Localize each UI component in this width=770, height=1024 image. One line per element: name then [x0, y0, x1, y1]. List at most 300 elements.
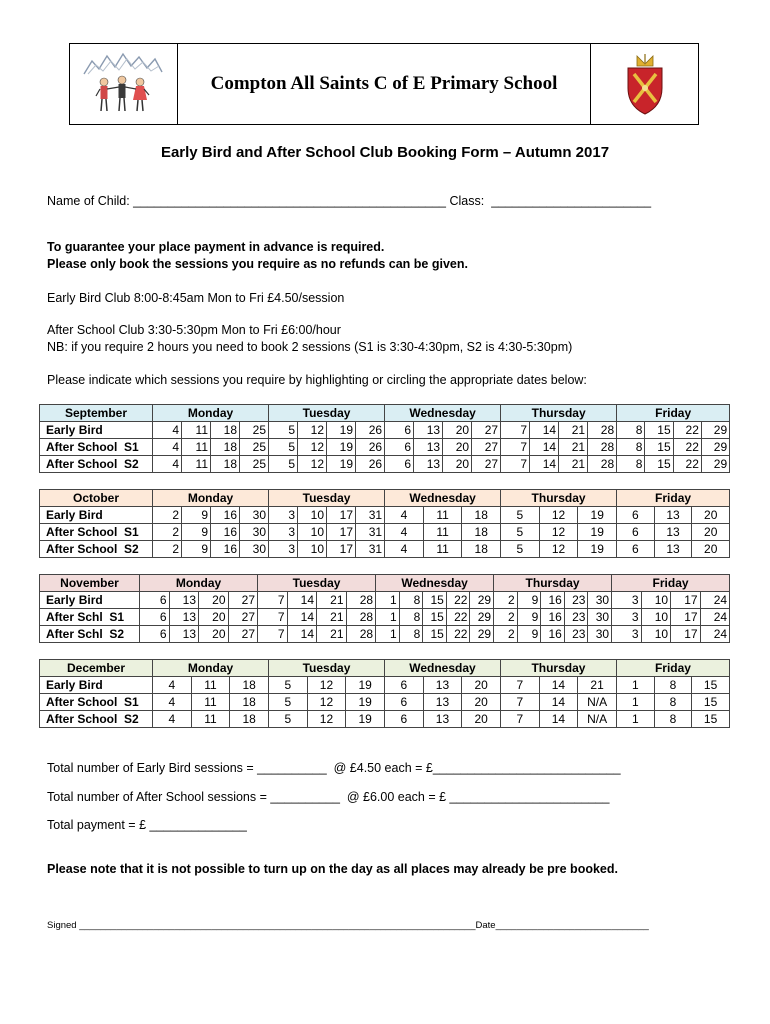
total-payment[interactable]: Total payment = £ ______________: [47, 818, 247, 832]
date-cell[interactable]: 17: [671, 626, 701, 643]
date-cell[interactable]: 7: [501, 456, 530, 473]
september-table: [39, 404, 730, 473]
day-header-friday: Friday: [612, 575, 730, 592]
date-cell[interactable]: 28: [346, 626, 376, 643]
date-cell[interactable]: 4: [385, 507, 424, 524]
date-cell[interactable]: 27: [472, 422, 501, 439]
day-header-friday: Friday: [616, 660, 729, 677]
date-cell[interactable]: 22: [446, 609, 470, 626]
date-cell[interactable]: 7: [500, 694, 539, 711]
date-cell[interactable]: 14: [287, 609, 317, 626]
date-cell[interactable]: 8: [399, 592, 423, 609]
day-header-thursday: Thursday: [501, 405, 617, 422]
date-cell[interactable]: 23: [564, 626, 588, 643]
date-cell[interactable]: 7: [500, 711, 539, 728]
date-cell[interactable]: 7: [258, 609, 288, 626]
date-cell[interactable]: 5: [269, 439, 298, 456]
session-label: After School S1: [40, 524, 153, 541]
school-name: Compton All Saints C of E Primary School: [210, 73, 558, 94]
table-row: [40, 507, 730, 524]
date-cell[interactable]: 14: [539, 694, 578, 711]
session-label: Early Bird: [40, 422, 153, 439]
date-cell[interactable]: 11: [191, 694, 230, 711]
date-cell[interactable]: 11: [182, 456, 211, 473]
date-cell[interactable]: 3: [612, 626, 642, 643]
date-cell[interactable]: 23: [564, 609, 588, 626]
session-label: After School S1: [40, 439, 153, 456]
date-cell[interactable]: 7: [258, 626, 288, 643]
date-cell[interactable]: 11: [423, 507, 462, 524]
day-header-monday: Monday: [153, 490, 269, 507]
date-cell[interactable]: 6: [385, 456, 414, 473]
table-row: [40, 592, 730, 609]
date-cell[interactable]: 5: [501, 507, 540, 524]
date-cell[interactable]: 1: [376, 609, 400, 626]
date-cell[interactable]: 8: [654, 677, 692, 694]
date-cell[interactable]: 15: [645, 456, 673, 473]
date-cell[interactable]: 15: [645, 439, 673, 456]
notice-line-1: To guarantee your place payment in advance is required.: [47, 240, 385, 254]
total-after-school[interactable]: Total number of After School sessions = __________ @ £6.00 each = £ _______________________: [47, 790, 610, 804]
total-early-bird[interactable]: Total number of Early Bird sessions = __________ @ £4.50 each = £___________________________: [47, 761, 621, 775]
session-label: Early Bird: [40, 592, 140, 609]
date-cell[interactable]: 12: [307, 677, 346, 694]
early-bird-info: Early Bird Club 8:00-8:45am Mon to Fri £4.50/session: [47, 291, 345, 305]
date-cell[interactable]: 16: [541, 609, 565, 626]
date-cell[interactable]: 20: [462, 711, 501, 728]
date-cell[interactable]: 9: [517, 609, 541, 626]
diocese-crest: [590, 44, 698, 124]
day-header-wednesday: Wednesday: [385, 490, 501, 507]
date-cell[interactable]: 12: [307, 711, 346, 728]
date-cell[interactable]: 16: [211, 507, 240, 524]
date-cell[interactable]: 11: [423, 524, 462, 541]
day-header-thursday: Thursday: [501, 490, 617, 507]
date-cell[interactable]: 15: [645, 422, 673, 439]
date-cell[interactable]: 6: [385, 422, 414, 439]
date-cell[interactable]: 13: [169, 592, 199, 609]
date-cell[interactable]: 14: [530, 422, 559, 439]
session-label: Early Bird: [40, 507, 153, 524]
date-cell[interactable]: 4: [385, 524, 424, 541]
signed-label: Signed: [47, 920, 77, 931]
date-cell[interactable]: 30: [588, 609, 612, 626]
date-cell[interactable]: 13: [414, 422, 443, 439]
date-cell[interactable]: 5: [269, 677, 308, 694]
date-cell[interactable]: 12: [298, 422, 327, 439]
day-header-friday: Friday: [617, 405, 730, 422]
signature-row: [47, 920, 649, 931]
date-cell[interactable]: 12: [307, 694, 346, 711]
date-cell[interactable]: 21: [317, 626, 347, 643]
date-cell[interactable]: 26: [356, 422, 385, 439]
date-cell[interactable]: 10: [641, 592, 671, 609]
class-label: Class:: [449, 194, 485, 208]
date-cell[interactable]: 30: [240, 524, 269, 541]
date-cell[interactable]: 11: [191, 711, 230, 728]
date-cell[interactable]: 26: [356, 439, 385, 456]
date-cell[interactable]: 2: [494, 626, 518, 643]
date-cell[interactable]: 20: [443, 456, 472, 473]
name-field[interactable]: _____________________________________________: [133, 194, 447, 208]
date-cell[interactable]: 24: [700, 626, 730, 643]
date-cell[interactable]: 9: [182, 507, 211, 524]
date-cell[interactable]: 20: [692, 541, 730, 558]
day-header-tuesday: Tuesday: [269, 490, 385, 507]
day-header-tuesday: Tuesday: [269, 660, 385, 677]
date-cell[interactable]: 13: [423, 677, 462, 694]
date-cell[interactable]: 5: [269, 711, 308, 728]
date-cell[interactable]: 27: [228, 592, 258, 609]
date-cell[interactable]: 19: [327, 439, 356, 456]
table-row: [40, 422, 730, 439]
date-cell[interactable]: 15: [692, 711, 730, 728]
after-school-info: After School Club 3:30-5:30pm Mon to Fri £6:00/hour: [47, 323, 341, 337]
date-cell[interactable]: 2: [494, 609, 518, 626]
date-cell[interactable]: 4: [153, 711, 192, 728]
date-cell[interactable]: 7: [501, 422, 530, 439]
date-cell[interactable]: 19: [327, 456, 356, 473]
date-cell[interactable]: 19: [578, 541, 617, 558]
date-cell[interactable]: 6: [617, 541, 655, 558]
date-cell[interactable]: 16: [211, 524, 240, 541]
table-row: [40, 711, 730, 728]
date-cell[interactable]: 19: [578, 524, 617, 541]
date-cell[interactable]: 18: [230, 677, 269, 694]
date-cell[interactable]: 5: [269, 422, 298, 439]
date-cell[interactable]: 7: [258, 592, 288, 609]
date-cell[interactable]: 17: [327, 524, 356, 541]
date-cell[interactable]: 4: [153, 456, 182, 473]
date-cell[interactable]: 6: [385, 439, 414, 456]
date-cell[interactable]: 27: [228, 626, 258, 643]
date-cell[interactable]: 12: [539, 507, 578, 524]
session-label: After Schl S1: [40, 609, 140, 626]
december-table: [39, 659, 730, 728]
date-cell[interactable]: 19: [327, 422, 356, 439]
date-cell[interactable]: 30: [588, 626, 612, 643]
date-cell[interactable]: 30: [588, 592, 612, 609]
date-cell[interactable]: 2: [153, 524, 182, 541]
date-cell[interactable]: 8: [617, 456, 645, 473]
date-cell[interactable]: 21: [317, 592, 347, 609]
date-cell[interactable]: 18: [211, 422, 240, 439]
date-cell[interactable]: 14: [539, 711, 578, 728]
date-cell[interactable]: 27: [472, 456, 501, 473]
table-row: [40, 694, 730, 711]
day-header-tuesday: Tuesday: [258, 575, 376, 592]
date-cell[interactable]: 28: [346, 609, 376, 626]
date-cell[interactable]: 14: [287, 592, 317, 609]
date-cell[interactable]: 13: [169, 626, 199, 643]
date-cell[interactable]: 17: [671, 609, 701, 626]
date-cell[interactable]: 3: [612, 592, 642, 609]
header-box: [69, 43, 699, 125]
children-mountains-logo-icon: [70, 44, 175, 122]
date-cell[interactable]: 1: [616, 677, 654, 694]
date-cell[interactable]: 27: [228, 609, 258, 626]
date-cell[interactable]: 10: [641, 609, 671, 626]
date-cell[interactable]: 18: [230, 694, 269, 711]
date-cell[interactable]: 6: [140, 592, 170, 609]
date-cell[interactable]: 11: [182, 422, 211, 439]
day-header-monday: Monday: [153, 405, 269, 422]
date-cell[interactable]: 3: [612, 609, 642, 626]
date-cell[interactable]: 16: [541, 626, 565, 643]
day-header-monday: Monday: [140, 575, 258, 592]
school-logo: [70, 44, 178, 124]
date-cell[interactable]: 8: [399, 626, 423, 643]
date-cell[interactable]: 30: [240, 507, 269, 524]
date-cell[interactable]: 20: [692, 507, 730, 524]
date-cell[interactable]: 20: [462, 677, 501, 694]
date-cell[interactable]: 10: [298, 507, 327, 524]
date-cell[interactable]: 4: [153, 677, 192, 694]
date-cell[interactable]: 8: [617, 439, 645, 456]
date-cell[interactable]: 1: [376, 592, 400, 609]
date-cell[interactable]: 6: [384, 694, 423, 711]
date-cell: N/A: [578, 711, 617, 728]
date-cell[interactable]: 2: [153, 507, 182, 524]
date-cell[interactable]: 8: [399, 609, 423, 626]
date-cell[interactable]: 29: [701, 456, 729, 473]
date-cell[interactable]: 29: [470, 626, 494, 643]
october-table: [39, 489, 730, 558]
date-cell[interactable]: 4: [153, 439, 182, 456]
date-cell[interactable]: 11: [423, 541, 462, 558]
date-cell[interactable]: 18: [230, 711, 269, 728]
date-cell[interactable]: 20: [443, 422, 472, 439]
table-row: [40, 456, 730, 473]
date-cell[interactable]: 18: [211, 439, 240, 456]
day-header-thursday: Thursday: [500, 660, 616, 677]
date-cell[interactable]: 6: [140, 626, 170, 643]
date-cell[interactable]: 12: [539, 524, 578, 541]
signature-field[interactable]: ___________________________________________________________________________: [79, 920, 476, 931]
session-label: After School S2: [40, 456, 153, 473]
date-cell[interactable]: 8: [654, 711, 692, 728]
table-row: [40, 677, 730, 694]
date-cell[interactable]: 15: [692, 694, 730, 711]
date-cell[interactable]: 9: [517, 626, 541, 643]
date-cell[interactable]: 18: [462, 541, 501, 558]
date-cell[interactable]: 21: [559, 456, 588, 473]
date-cell[interactable]: 15: [423, 609, 447, 626]
date-cell[interactable]: 12: [298, 439, 327, 456]
date-cell[interactable]: 5: [269, 456, 298, 473]
date-cell[interactable]: 10: [641, 626, 671, 643]
date-cell[interactable]: 14: [539, 677, 578, 694]
date-cell[interactable]: 1: [616, 694, 654, 711]
date-cell[interactable]: 15: [692, 677, 730, 694]
date-cell[interactable]: 13: [423, 694, 462, 711]
session-label: After School S1: [40, 694, 153, 711]
date-cell[interactable]: 6: [617, 524, 655, 541]
date-cell[interactable]: 11: [182, 439, 211, 456]
date-cell[interactable]: 30: [240, 541, 269, 558]
date-cell[interactable]: 4: [153, 422, 182, 439]
day-header-friday: Friday: [617, 490, 730, 507]
date-cell[interactable]: 6: [384, 677, 423, 694]
date-cell[interactable]: 19: [346, 677, 385, 694]
date-cell[interactable]: 22: [673, 422, 701, 439]
date-cell[interactable]: 31: [356, 541, 385, 558]
date-cell[interactable]: 31: [356, 507, 385, 524]
date-cell[interactable]: 19: [346, 694, 385, 711]
date-cell[interactable]: 16: [541, 592, 565, 609]
day-header-wednesday: Wednesday: [376, 575, 494, 592]
session-label: Early Bird: [40, 677, 153, 694]
date-cell[interactable]: 2: [153, 541, 182, 558]
date-cell[interactable]: 14: [530, 456, 559, 473]
date-cell[interactable]: 9: [517, 592, 541, 609]
month-header: October: [40, 490, 153, 507]
date-cell[interactable]: 20: [199, 592, 229, 609]
date-cell[interactable]: 18: [211, 456, 240, 473]
date-cell[interactable]: 28: [588, 439, 617, 456]
date-cell[interactable]: 22: [673, 456, 701, 473]
date-cell[interactable]: 14: [530, 439, 559, 456]
date-cell[interactable]: 13: [414, 439, 443, 456]
date-cell[interactable]: 29: [701, 439, 729, 456]
november-table: [39, 574, 730, 643]
date-cell: N/A: [578, 694, 617, 711]
date-cell[interactable]: 9: [182, 541, 211, 558]
date-cell[interactable]: 4: [385, 541, 424, 558]
date-cell[interactable]: 21: [559, 439, 588, 456]
date-cell[interactable]: 3: [269, 541, 298, 558]
date-cell[interactable]: 6: [617, 507, 655, 524]
date-cell[interactable]: 13: [423, 711, 462, 728]
date-cell[interactable]: 5: [269, 694, 308, 711]
date-cell[interactable]: 27: [472, 439, 501, 456]
date-cell[interactable]: 14: [287, 626, 317, 643]
date-field[interactable]: _____________________________: [495, 920, 649, 931]
date-cell[interactable]: 13: [654, 541, 692, 558]
date-cell[interactable]: 18: [462, 524, 501, 541]
date-cell[interactable]: 1: [616, 711, 654, 728]
date-cell[interactable]: 20: [443, 439, 472, 456]
date-cell[interactable]: 23: [564, 592, 588, 609]
date-cell[interactable]: 17: [671, 592, 701, 609]
date-cell[interactable]: 15: [423, 626, 447, 643]
date-cell[interactable]: 20: [692, 524, 730, 541]
date-cell[interactable]: 20: [199, 626, 229, 643]
date-cell[interactable]: 21: [559, 422, 588, 439]
date-cell[interactable]: 6: [384, 711, 423, 728]
date-cell[interactable]: 8: [617, 422, 645, 439]
session-label: After Schl S2: [40, 626, 140, 643]
class-field[interactable]: _______________________: [491, 194, 652, 208]
day-header-monday: Monday: [153, 660, 269, 677]
date-cell[interactable]: 3: [269, 507, 298, 524]
date-cell[interactable]: 28: [346, 592, 376, 609]
date-cell[interactable]: 11: [191, 677, 230, 694]
date-cell[interactable]: 28: [588, 422, 617, 439]
date-cell[interactable]: 22: [446, 626, 470, 643]
date-cell[interactable]: 29: [470, 609, 494, 626]
date-cell[interactable]: 21: [578, 677, 617, 694]
notice-line-2: Please only book the sessions you require as no refunds can be given.: [47, 257, 468, 271]
month-header: November: [40, 575, 140, 592]
date-cell[interactable]: 25: [240, 439, 269, 456]
date-cell[interactable]: 15: [423, 592, 447, 609]
diocese-crest-icon: [620, 52, 670, 116]
date-cell[interactable]: 20: [462, 694, 501, 711]
date-label: Date: [475, 920, 496, 931]
date-cell[interactable]: 5: [501, 541, 540, 558]
day-header-thursday: Thursday: [494, 575, 612, 592]
date-cell[interactable]: 29: [470, 592, 494, 609]
day-header-wednesday: Wednesday: [385, 405, 501, 422]
date-cell[interactable]: 4: [153, 694, 192, 711]
date-cell[interactable]: 29: [701, 422, 729, 439]
date-cell[interactable]: 21: [317, 609, 347, 626]
date-cell[interactable]: 22: [673, 439, 701, 456]
date-cell[interactable]: 18: [462, 507, 501, 524]
date-cell[interactable]: 7: [500, 677, 539, 694]
table-row: [40, 626, 730, 643]
date-cell[interactable]: 13: [654, 524, 692, 541]
nb-info: NB: if you require 2 hours you need to book 2 sessions (S1 is 3:30-4:30pm, S2 is 4:30-5:30pm): [47, 340, 573, 354]
date-cell[interactable]: 10: [298, 541, 327, 558]
date-cell[interactable]: 12: [539, 541, 578, 558]
date-cell[interactable]: 5: [501, 524, 540, 541]
date-cell[interactable]: 19: [346, 711, 385, 728]
date-cell[interactable]: 25: [240, 456, 269, 473]
date-cell[interactable]: 16: [211, 541, 240, 558]
instruction-text: Please indicate which sessions you require by highlighting or circling the appropriate dates below:: [47, 373, 587, 387]
name-class-row: [47, 194, 651, 208]
date-cell[interactable]: 19: [578, 507, 617, 524]
date-cell[interactable]: 6: [140, 609, 170, 626]
date-cell[interactable]: 26: [356, 456, 385, 473]
table-row: [40, 524, 730, 541]
date-cell[interactable]: 13: [169, 609, 199, 626]
date-cell[interactable]: 7: [501, 439, 530, 456]
date-cell[interactable]: 12: [298, 456, 327, 473]
date-cell[interactable]: 9: [182, 524, 211, 541]
date-cell[interactable]: 28: [588, 456, 617, 473]
form-title: Early Bird and After School Club Booking Form – Autumn 2017: [160, 144, 610, 161]
table-row: [40, 439, 730, 456]
day-header-tuesday: Tuesday: [269, 405, 385, 422]
month-header: September: [40, 405, 153, 422]
date-cell[interactable]: 13: [414, 456, 443, 473]
table-row: [40, 541, 730, 558]
session-label: After School S2: [40, 541, 153, 558]
session-label: After School S2: [40, 711, 153, 728]
date-cell[interactable]: 22: [446, 592, 470, 609]
date-cell[interactable]: 10: [298, 524, 327, 541]
date-cell[interactable]: 3: [269, 524, 298, 541]
date-cell[interactable]: 24: [700, 609, 730, 626]
date-cell[interactable]: 25: [240, 422, 269, 439]
date-cell[interactable]: 13: [654, 507, 692, 524]
day-header-wednesday: Wednesday: [384, 660, 500, 677]
table-row: [40, 609, 730, 626]
date-cell[interactable]: 8: [654, 694, 692, 711]
date-cell[interactable]: 2: [494, 592, 518, 609]
date-cell[interactable]: 31: [356, 524, 385, 541]
date-cell[interactable]: 17: [327, 541, 356, 558]
date-cell[interactable]: 24: [700, 592, 730, 609]
month-header: December: [40, 660, 153, 677]
date-cell[interactable]: 17: [327, 507, 356, 524]
pre-booked-note: Please note that it is not possible to turn up on the day as all places may already be pre booked.: [47, 862, 618, 876]
date-cell[interactable]: 20: [199, 609, 229, 626]
date-cell[interactable]: 1: [376, 626, 400, 643]
